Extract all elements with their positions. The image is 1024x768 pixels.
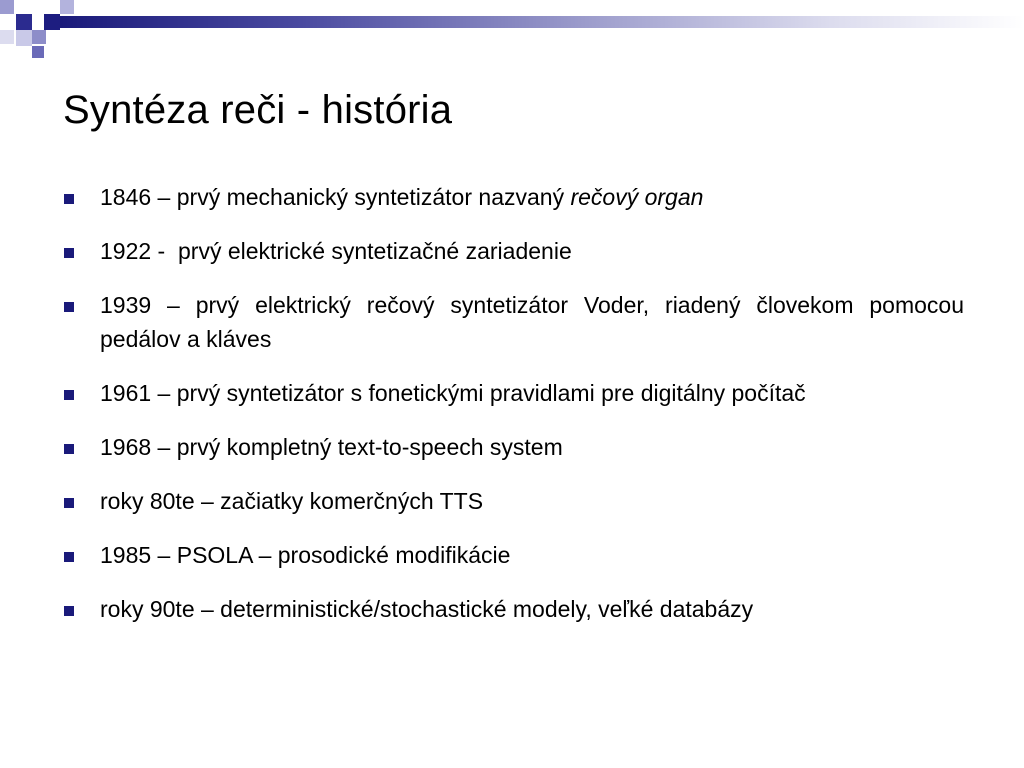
bullet-text: 1846 – prvý mechanický syntetizátor nazvaný bbox=[100, 184, 571, 210]
square-bullet-icon bbox=[64, 444, 74, 454]
bullet-list bbox=[64, 180, 964, 646]
square-bullet-icon bbox=[64, 390, 74, 400]
square-bullet-icon bbox=[64, 498, 74, 508]
bullet-text: roky 90te – deterministické/stochastické modely, veľké databázy bbox=[100, 596, 754, 622]
square-bullet-icon bbox=[64, 194, 74, 204]
bullet-item bbox=[64, 180, 964, 214]
bullet-text-italic: rečový organ bbox=[570, 184, 704, 210]
bullet-text: 1961 – prvý syntetizátor s fonetickými pravidlami pre digitálny počítač bbox=[100, 380, 806, 406]
bullet-item bbox=[64, 592, 964, 626]
bullet-item bbox=[64, 484, 964, 518]
bullet-item bbox=[64, 430, 964, 464]
deco-square bbox=[16, 14, 32, 30]
square-bullet-icon bbox=[64, 606, 74, 616]
bullet-item bbox=[64, 288, 964, 356]
bullet-text: 1939 – prvý elektrický rečový syntetizátor Voder, riadený človekom pomocou pedálov a kláves bbox=[100, 292, 964, 352]
deco-square bbox=[16, 30, 32, 46]
deco-square bbox=[44, 14, 60, 30]
bullet-item bbox=[64, 234, 964, 268]
slide-title: Syntéza reči - história bbox=[63, 88, 453, 132]
deco-square bbox=[0, 0, 14, 14]
square-bullet-icon bbox=[64, 302, 74, 312]
square-bullet-icon bbox=[64, 552, 74, 562]
bullet-text: 1922 - prvý elektrické syntetizačné zariadenie bbox=[100, 238, 572, 264]
header-gradient-band bbox=[60, 16, 1024, 28]
bullet-text: 1985 – PSOLA – prosodické modifikácie bbox=[100, 542, 511, 568]
deco-square bbox=[60, 0, 74, 14]
decorative-squares-icon bbox=[0, 0, 90, 70]
deco-square bbox=[32, 46, 44, 58]
square-bullet-icon bbox=[64, 248, 74, 258]
bullet-text: 1968 – prvý kompletný text-to-speech system bbox=[100, 434, 563, 460]
bullet-item bbox=[64, 376, 964, 410]
deco-square bbox=[0, 30, 14, 44]
bullet-item bbox=[64, 538, 964, 572]
bullet-text: roky 80te – začiatky komerčných TTS bbox=[100, 488, 484, 514]
deco-square bbox=[32, 30, 46, 44]
